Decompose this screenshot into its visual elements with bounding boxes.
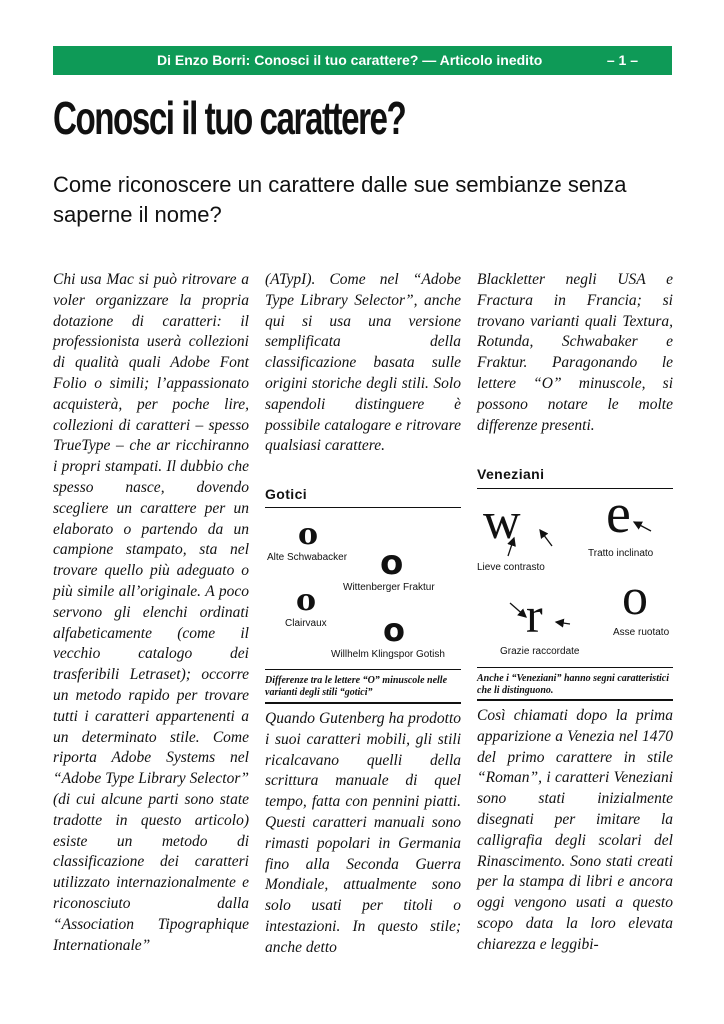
label-wittenberger-fraktur: Wittenberger Fraktur bbox=[343, 582, 435, 593]
article-title: Conosci il tuo carattere? bbox=[53, 92, 406, 144]
label-lieve-contrasto: Lieve contrasto bbox=[477, 562, 545, 573]
arrow-grazie-right bbox=[556, 622, 570, 624]
gotici-caption: Differenze tra le lettere “O” minuscole nelle varianti degli stili “gotici” bbox=[265, 675, 448, 698]
arrow-lieve-contrasto bbox=[508, 538, 514, 556]
venetian-r: r bbox=[526, 587, 543, 643]
column-3-text: Blackletter negli USA e Fractura in Francia; si trovano varianti quali Textura, Rotunda, Schwabaker e Fraktur. Paragonando le lettere “O” minuscole, si possono notare le molte differenze presenti. bbox=[477, 271, 673, 434]
venetian-w: w bbox=[483, 493, 521, 550]
arrow-tratto-inclinato bbox=[634, 522, 651, 531]
label-clairvaux: Clairvaux bbox=[285, 618, 327, 629]
page-number: – 1 – bbox=[606, 52, 638, 68]
gotici-body: Quando Gutenberg ha prodotto i suoi caratteri mobili, gli stili ricalcavano quelli della scrittura manuale di quel tempo, fatta con pennini piatti. Questi caratteri manuali sono rimasti popolari in Germania fino alla Seconda Guerra Mondiale, attualmente sono solo usati per titoli o intestazioni. In questo stile; anche detto bbox=[265, 710, 461, 956]
veneziani-body: Così chiamati dopo la prima apparizione a Venezia nel 1470 del primo carattere in stile “Roman”, i caratteri Veneziani sono stati inizialmente disegnati per imitare la calligrafia degli scolari del Rinascimento. Sono stati creati per la stampa di libri e ancora oggi vengono usati a questo scopo data la loro elevata chiarezza e leggibi- bbox=[477, 707, 673, 953]
label-alte-schwabacker: Alte Schwabacker bbox=[267, 552, 348, 563]
gothic-o-clairvaux: o bbox=[296, 583, 317, 618]
label-tratto-inclinato: Tratto inclinato bbox=[588, 548, 654, 559]
gotici-heading: Gotici bbox=[265, 486, 308, 502]
label-asse-ruotato: Asse ruotato bbox=[613, 627, 670, 638]
article-subtitle: Come riconoscere un carattere dalle sue sembianze senza saperne il nome? bbox=[53, 172, 627, 227]
column-2-text: (ATypI). Come nel “Adobe Type Library Selector”, anche qui si usa una versione semplificata della classificazione basata sulle origini storiche degli stili. Solo sapendoli distinguere è possibile catalogare e ritrovare qualsiasi carattere. bbox=[265, 271, 461, 455]
veneziani-heading: Veneziani bbox=[477, 466, 545, 482]
veneziani-caption: Anche i “Veneziani” hanno segni caratteristici che li distinguono. bbox=[477, 673, 669, 696]
venetian-e: e bbox=[606, 483, 631, 545]
arrow-grazie-left bbox=[510, 603, 526, 617]
gothic-o-schwabacher: o bbox=[298, 517, 319, 552]
label-klingspor-gotish: Willhelm Klingspor Gotish bbox=[331, 649, 445, 660]
gothic-o-klingspor: o bbox=[383, 611, 405, 649]
column-1-text: Chi usa Mac si può ritrovare a voler organizzare la propria dotazione di caratteri: il professionista userà collezioni di qualità quali Adobe Font Folio o simili; l’appassionato acquisterà, per poche lire, collezioni di caratteri – spesso TrueType – che ar ricchiranno i propri stampati. Il dubbio che spesso nasce, dovendo scegliere un carattere per un elaborato o partendo da un campione stampato, sta nel trovare quello più adeguato o più simile all’originale. A poco servono gli elenchi ordinati alfabeticamente (come il vecchio catalogo dei trasferibili Letraset); occorre un metodo rapido per trovare tutti i caratteri appartenenti a un determinato stile. Come riporta Adobe Systems nel “Adobe Type Library Selector” (di cui alcune parti sono state tradotte in questo articolo) esiste un metodo di classificazione dei caratteri utilizzato internazionalmente e riconosciuto dalla “Association Tipographique Internationale” bbox=[53, 271, 249, 954]
arrow-w-stroke bbox=[540, 530, 552, 546]
banner-text: Di Enzo Borri: Conosci il tuo carattere? — Articolo inedito bbox=[157, 52, 543, 68]
gothic-o-fraktur: o bbox=[380, 543, 404, 583]
venetian-o: o bbox=[622, 569, 648, 626]
label-grazie-raccordate: Grazie raccordate bbox=[500, 646, 580, 657]
